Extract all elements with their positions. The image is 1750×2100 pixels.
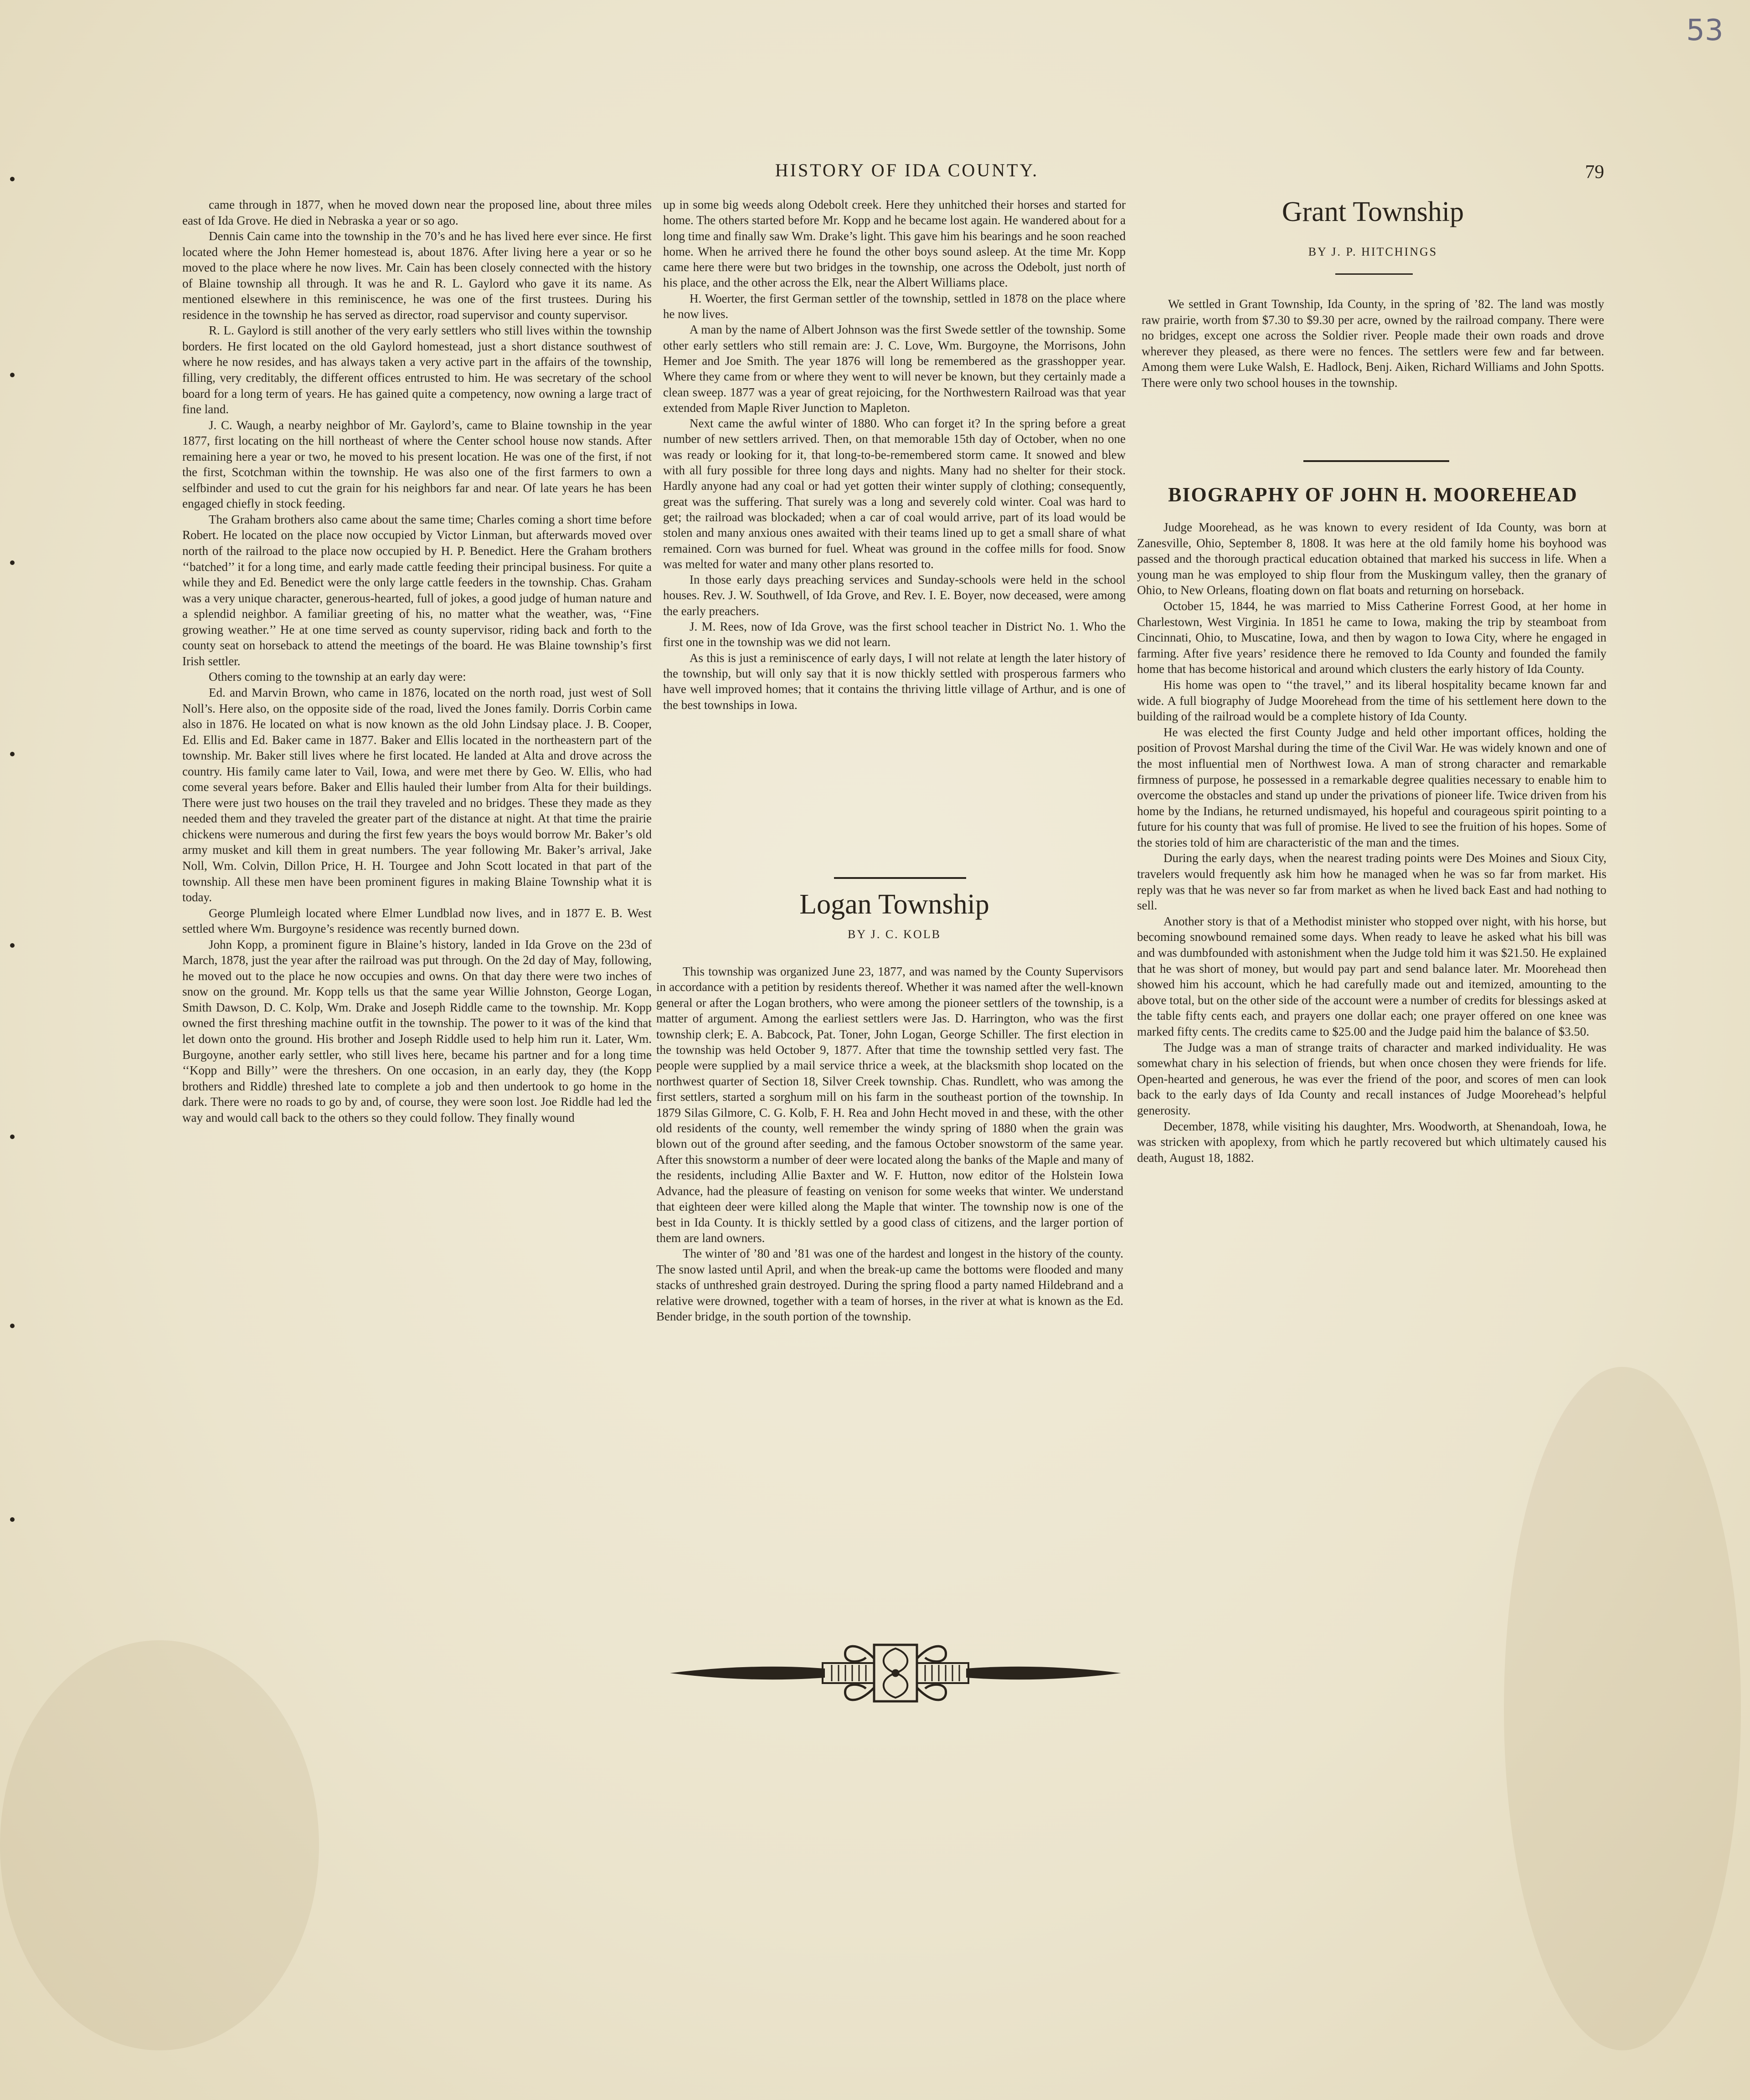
corner-annotation: 53 [1686, 14, 1724, 47]
paragraph: The Graham brothers also came about the same time; Charles coming a short time before Robert. He located on the place now occupied by Victor Linman, but afterwards moved over north of the railroad to the place now occupied by H. P. Benedict. Here the Graham brothers ‘‘batched’’ it for a long time, and early made cattle feeding their principal business. For quite a while they and Ed. Benedict were the only large cattle feeders in the township. Chas. Graham was a very unique character, generous-hearted, full of jokes, a good judge of human nature and a splendid neighbor. A familiar greeting of his, no matter what the weather, was, ‘‘Fine growing weather.’’ He at one time served as county supervisor, riding back and forth to the county seat on horseback to attend the meetings of the board. He was Blaine township’s first Irish settler. [182, 512, 652, 668]
paragraph: H. Woerter, the first German settler of the township, settled in 1878 on the place where he now lives. [663, 291, 1126, 321]
section-rule [834, 877, 966, 879]
logan-byline: BY J. C. KOLB [848, 928, 941, 941]
paragraph: R. L. Gaylord is still another of the very early settlers who still lives within the township borders. He first located on the old Gaylord homestead, just a short distance southwest of where he now resides, and has always taken a very active part in the affairs of the township, filling, very creditably, the different offices entrusted to him. He was secretary of the school board for a long term of years. He has gained quite a competency, now owning a large tract of fine land. [182, 323, 652, 416]
binding-hole [10, 177, 15, 181]
paragraph: Others coming to the township at an early day were: [209, 670, 466, 684]
paragraph: As this is just a reminiscence of early days, I will not relate at length the later history of the township, but will only say that it is now thickly settled with prosperous farmers who have well improved homes; that it contains the thriving little village of Arthur, and is one of the best townships in Iowa. [663, 651, 1126, 712]
paragraph: up in some big weeds along Odebolt creek. Here they unhitched their horses and started for home. The others started before Mr. Kopp and he became lost again. He wandered about for a long time and finally saw Wm. Drake’s light. This gave him his bearings and he soon reached home. When he arrived there he found the other boys sound asleep. At the time Mr. Kopp came here there were but two bridges in the township, one across the Odebolt, just north of his place, and the other across the Elk, near the Albert Williams place. [663, 198, 1126, 290]
paragraph: The winter of ’80 and ’81 was one of the hardest and longest in the history of the county. The snow lasted until April, and when the break-up came the bottoms were flooded and many stacks of unthreshed grain destroyed. During the spring flood a party named Hildebrand and a relative were drowned, together with a team of horses, in the river at what is known as the Ed. Bender bridge, in the south portion of the township. [656, 1247, 1123, 1323]
paragraph: Dennis Cain came into the township in the 70’s and he has lived here ever since. He first located where the John Hemer homestead is, about 1876. After living here a year or so he moved to the place where he now lives. Mr. Cain has been closely connected with the history of Blaine township all through. It was he and R. L. Gaylord who gave it its name. As mentioned elsewhere in this reminiscence, he was one of the first trustees. During his residence in the township he has served as director, road supervisor and county supervisor. [182, 229, 652, 322]
water-stain [0, 1640, 319, 2050]
paragraph: Judge Moorehead, as he was known to every resident of Ida County, was born at Zanesville, Ohio, September 8, 1808. It was here at the old family home his boyhood was passed and the thorough practical education obtained that marked his success in life. When a young man he was employed to ship flour from the Muskingum valley, then the granary of Ohio, to New Orleans, floating down on flat boats and returning on horseback. [1137, 520, 1606, 597]
byline-rule [1335, 273, 1413, 275]
biography-body [1137, 519, 1606, 1431]
section-rule [1303, 460, 1449, 462]
binding-hole [10, 943, 15, 948]
paragraph: He was elected the first County Judge and held other important offices, holding the position of Provost Marshal during the time of the Civil War. He was widely known and one of the most influential men of Northwest Iowa. A man of strong character and remarkable firmness of purpose, he possessed in a remarkable degree qualities necessary to enable him to overcome the obstacles and stand up under the privations of pioneer life. Twice driven from his home by the Indians, he returned undismayed, his hopeful and courageous spirit pointing to a future for his county that was full of promise. He lived to see the fruition of his hopes. Some of the stories told of him are characteristic of the man and the times. [1137, 725, 1606, 849]
paragraph: We settled in Grant Township, Ida County, in the spring of ’82. The land was mostly raw prairie, worth from $7.30 to $9.30 per acre, owned by the railroad company. There were no bridges, except one across the Soldier river. People made their own roads and drove wherever they pleased, as there were no fences. The settlers were few and far between. Among them were Luke Walsh, E. Hadlock, Benj. Aiken, Richard Williams and John Spotts. There were only two school houses in the township. [1142, 297, 1604, 390]
binding-hole [10, 373, 15, 377]
paragraph: A man by the name of Albert Johnson was the first Swede settler of the township. Some other early settlers who still remain are: J. C. Love, Wm. Burgoyne, the Morrisons, John Hemer and Joe Smith. The year 1876 will long be remembered as the grasshopper year. Where they came from or where they went to will never be known, but they certainly made a clean sweep. 1877 was a year of great rejoicing, for the Northwestern Railroad was that year extended from Maple River Junction to Mapleton. [663, 323, 1126, 415]
paragraph: Next came the awful winter of 1880. Who can forget it? In the spring before a great number of new settlers arrived. Then, on that memorable 15th day of October, when no one was ready or looking for it, that long-to-be-remembered storm came. It snowed and blew with all fury possible for three long days and nights. Many had no shelter for their stock. Hardly anyone had any coal or had yet gotten their winter supply of clothing; consequently, great was the suffering. That surely was a long and severely cold winter. Coal was hard to get; the railroad was blockaded; when a car of coal would arrive, part of its load would be stolen and many anxious ones awaited with their teams lined up to get a small share of what remained. Corn was burned for fuel. Wheat was ground in the coffee mills for food. Snow was melted for water and many other plans resorted to. [663, 416, 1126, 571]
biography-title: BIOGRAPHY OF JOHN H. MOOREHEAD [1168, 483, 1578, 506]
binding-hole [10, 752, 15, 756]
grant-byline: BY J. P. HITCHINGS [1308, 245, 1438, 258]
decorative-ornament [661, 1636, 1130, 1709]
paragraph: John Kopp, a prominent figure in Blaine’s history, landed in Ida Grove on the 23d of March, 1878, just the year after the railroad was put through. On the 2d day of May, following, he moved out to the place he now occupies and owns. On that day there were two inches of snow on the ground. Mr. Kopp tells us that the same year Willie Johnston, George Logan, Smith Dawson, D. C. Kolp, Wm. Drake and Joseph Riddle came to the township. Mr. Kopp owned the first threshing machine outfit in the township. The power to it was of the kind that let down onto the ground. His brother and Joseph Riddle used to help him run it. Later, Wm. Burgoyne, another early settler, who still lives here, became his partner and for a long time ‘‘Kopp and Billy’’ were the threshers. On one occasion, in an early day, they (the Kopp brothers and Riddle) threshed late to complete a job and then undertook to go home in the dark. There were no roads to go by and, of course, they were soon lost. Joe Riddle had led the way and would call back to the others so they could follow. They finally wound [182, 937, 652, 1124]
paragraph: Ed. and Marvin Brown, who came in 1876, located on the north road, just west of Soll Noll’s. Here also, on the opposite side of the road, lived the Jones family. Dorris Corbin came also in 1876. He located on what is now known as the old John Lindsay place. J. B. Cooper, Ed. Ellis and Ed. Baker came in 1877. Baker and Ellis located in the northeastern part of the township. Mr. Baker still lives where he first located. He landed at Alta and drove across the country. His family came later to Vail, Iowa, and were met there by Geo. W. Ellis, who had come several years before. Baker and Ellis hauled their lumber from Alta for their buildings. There were just two houses on the trail they traveled and no bridges. These they made as they needed them and they traveled the greater part of the distance at night. At that time the prairie chickens were numerous and during the first few years the boys would borrow Mr. Baker’s old army musket and kill them in great numbers. The year following Mr. Baker’s arrival, Jake Noll, Wm. Colvin, Dillon Price, H. H. Tourgee and John Scott located in that part of the township. All these men have been prominent figures in making Blaine Township what it is today. [182, 685, 652, 904]
grant-title: Grant Township [1282, 196, 1464, 227]
page-number: 79 [1585, 162, 1604, 183]
paragraph: During the early days, when the nearest trading points were Des Moines and Sioux City, travelers would frequently ask him how he managed when he was so far from market. His reply was that he was never so far from market as when he lived back East and had nothing to sell. [1137, 851, 1606, 913]
column-2-blaine-continued [663, 197, 1126, 871]
paragraph: This township was organized June 23, 1877, and was named by the County Supervisors in accordance with a petition by residents thereof. Whether it was named after the well-known general or after the Logan brothers, who were among the pioneer settlers of the township, is a matter of argument. Among the earliest settlers were Jas. D. Harrington, who was the first township clerk; E. A. Babcock, Pat. Toner, John Logan, George Schiller. The first election in the township was held October 9, 1877. After that time the township settled very fast. The people were supplied by a mail service thrice a week, at the blacksmith shop located on the northwest quarter of Section 18, Silver Creek township. Chas. Rundlett, who was among the first settlers, started a sorghum mill on his farm in the southeast portion of the township. In 1879 Silas Gilmore, C. G. Kolb, F. H. Rea and John Hecht moved in and these, with the other old residents of the county, well remember the windy spring of 1880 when the grain was blown out of the ground after seeding, and the famous October snowstorm of the same year. After this snowstorm a number of deer were located along the banks of the Maple and many of the residents, including Allie Baxter and W. F. Hutton, now editor of the Holstein Iowa Advance, had the pleasure of feasting on venison for some weeks that winter. We understand that eighteen deer were killed along the Maple that winter. The township now is one of the best in Ida County. It is thickly settled by a good class of citizens, and the larger portion of them are land owners. [656, 965, 1123, 1245]
binding-hole [10, 1135, 15, 1139]
paragraph: George Plumleigh located where Elmer Lundblad now lives, and in 1877 E. B. West settled where Wm. Burgoyne’s residence was recently burned down. [182, 906, 652, 936]
running-title: HISTORY OF IDA COUNTY. [775, 160, 1039, 180]
column-1 [182, 197, 652, 1466]
paragraph: December, 1878, while visiting his daughter, Mrs. Woodworth, at Shenandoah, Iowa, he was stricken with apoplexy, from which he partly recovered but which ultimately caused his death, August 18, 1882. [1137, 1119, 1606, 1165]
paragraph: In those early days preaching services and Sunday-schools were held in the school houses. Rev. J. W. Southwell, of Ida Grove, and Rev. I. E. Boyer, now deceased, were among the early preachers. [663, 573, 1126, 618]
paragraph: Another story is that of a Methodist minister who stopped over night, with his horse, but becoming snowbound remained some days. When ready to leave he asked what his bill was and was dumbfounded with astonishment when the Judge told him it was $21.50. He explained that he was short of money, but would pay part and send balance later. Mr. Moorehead then showed him his account, which he had carefully made out and itemized, amounting to the above total, but on the other side of the account were a number of credits for blessings asked at the table fifty cents each, and prayers one dollar each; one prayer offered on one knee was marked fifty cents. The credits came to $25.00 and the Judge paid him the balance of $3.50. [1137, 914, 1606, 1038]
water-stain [1504, 1367, 1741, 2050]
logan-body [656, 964, 1123, 1460]
paragraph: J. C. Waugh, a nearby neighbor of Mr. Gaylord’s, came to Blaine township in the year 1877, first locating on the hill northeast of where the Center school house now stands. After remaining here a year or two, he moved to his present location. He was one of the first, if not the first, Scotchman within the township. He was also one of the first farmers to own a selfbinder and used to cut the grain for his neighbors far and near. Of late years he has been engaged chiefly in stock feeding. [182, 418, 652, 511]
paragraph: October 15, 1844, he was married to Miss Catherine Forrest Good, at her home in Charlestown, West Virginia. In 1851 he came to Iowa, making the trip by steamboat from Cincinnati, Ohio, to Muscatine, Iowa, and then by wagon to Iowa City, where he engaged in farming. After five years’ residence there he removed to Ida County and founded the family home that has become historical and around which clusters the early history of Ida County. [1137, 599, 1606, 676]
logan-title: Logan Township [799, 889, 989, 920]
paragraph: His home was open to ‘‘the travel,’’ and its liberal hospitality became known far and wide. A full biography of Judge Moorehead from the time of his settlement here down to the building of the railroad would be a complete history of Ida County. [1137, 678, 1606, 724]
grant-body [1142, 296, 1604, 453]
binding-hole [10, 560, 15, 565]
paragraph: J. M. Rees, now of Ida Grove, was the first school teacher in District No. 1. Who the first one in the township was we did not learn. [663, 620, 1126, 649]
paragraph: The Judge was a man of strange traits of character and marked individuality. He was somewhat chary in his selection of friends, but when once chosen they were friends for life. Open-hearted and generous, he was ever the friend of the poor, and scores of men can look back to the early days of Ida County and recall instances of Judge Moorehead’s helpful generosity. [1137, 1040, 1606, 1117]
paragraph: came through in 1877, when he moved down near the proposed line, about three miles east of Ida Grove. He died in Nebraska a year or so ago. [182, 198, 652, 227]
binding-hole [10, 1517, 15, 1522]
binding-hole [10, 1324, 15, 1328]
